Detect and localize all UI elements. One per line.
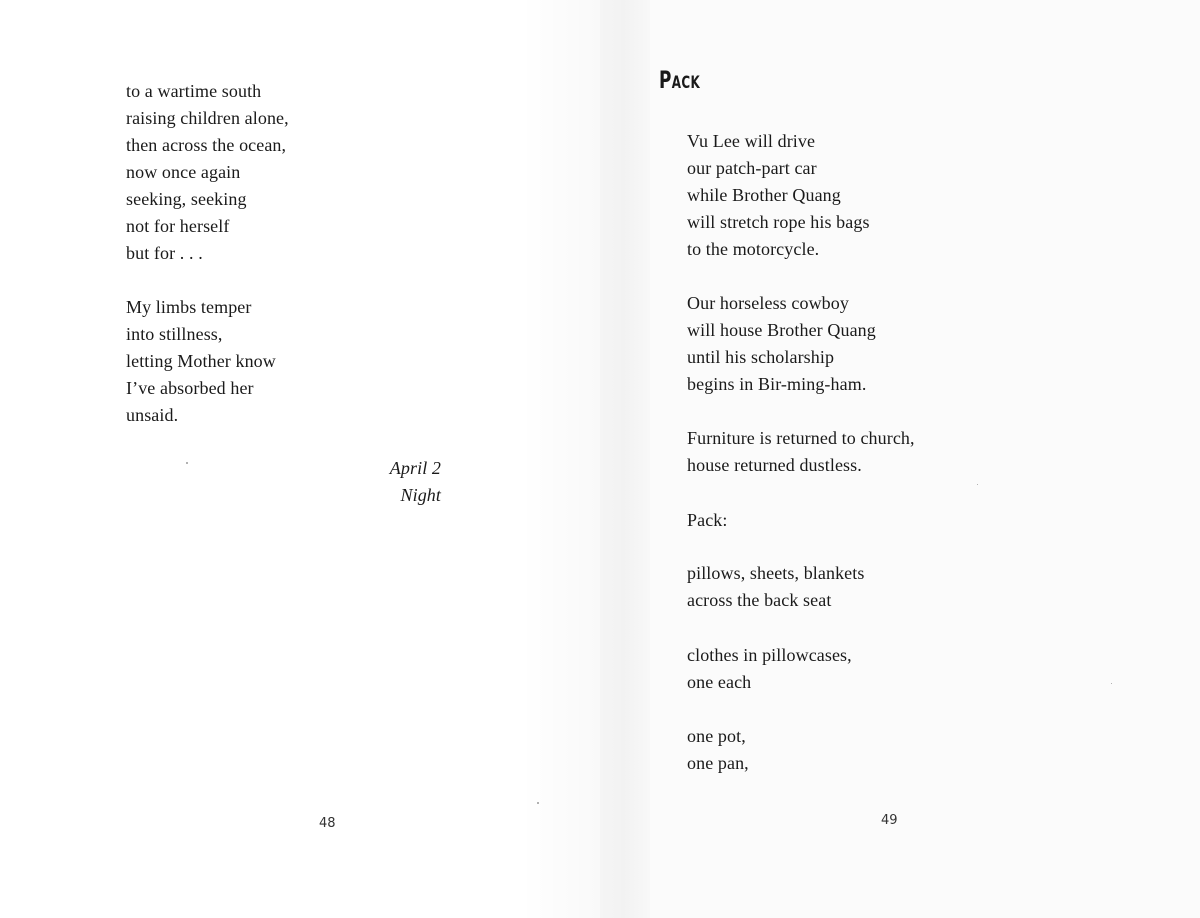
poem-line: will stretch rope his bags [687, 212, 870, 232]
poem-line: I’ve absorbed her [126, 378, 254, 398]
right-stanza-2 [687, 290, 876, 398]
paper-speck [977, 484, 978, 485]
poem-line: begins in Bir-ming-ham. [687, 374, 867, 394]
right-stanza-5 [687, 560, 864, 614]
poem-line: one pot, [687, 726, 746, 746]
poem-title: Pack [659, 66, 701, 94]
poem-line: Furniture is returned to church, [687, 428, 915, 448]
poem-line: clothes in pillowcases, [687, 645, 852, 665]
paper-speck [186, 462, 188, 464]
poem-line: our patch-part car [687, 158, 817, 178]
poem-line: unsaid. [126, 405, 179, 425]
poem-line: then across the ocean, [126, 135, 287, 155]
poem-line: while Brother Quang [687, 185, 841, 205]
poem-line: across the back seat [687, 590, 832, 610]
right-stanza-1 [687, 128, 870, 263]
right-stanza-3 [687, 425, 915, 479]
poem-line: letting Mother know [126, 351, 276, 371]
poem-line: Pack: [687, 510, 728, 530]
poem-line: to the motorcycle. [687, 239, 820, 259]
poem-line: raising children alone, [126, 108, 289, 128]
poem-line: not for herself [126, 216, 230, 236]
dateline-time: Night [400, 485, 441, 505]
left-stanza-2 [126, 294, 276, 429]
page-number-left: 48 [319, 816, 336, 831]
poem-line: into stillness, [126, 324, 223, 344]
book-gutter-shadow [520, 0, 650, 918]
poem-line: but for . . . [126, 243, 203, 263]
poem-line: now once again [126, 162, 241, 182]
poem-line: until his scholarship [687, 347, 835, 367]
poem-line: Our horseless cowboy [687, 293, 849, 313]
poem-dateline [340, 455, 441, 509]
page-number-right: 49 [881, 813, 898, 828]
dateline-date: April 2 [389, 458, 441, 478]
paper-speck [1111, 683, 1112, 684]
poem-line: pillows, sheets, blankets [687, 563, 865, 583]
poem-line: Vu Lee will drive [687, 131, 816, 151]
right-stanza-7 [687, 723, 749, 777]
poem-line: to a wartime south [126, 81, 262, 101]
right-stanza-4 [687, 507, 728, 534]
right-stanza-6 [687, 642, 852, 696]
poem-line: seeking, seeking [126, 189, 247, 209]
poem-line: will house Brother Quang [687, 320, 876, 340]
poem-line: one pan, [687, 753, 749, 773]
poem-line: My limbs temper [126, 297, 252, 317]
left-stanza-1 [126, 78, 289, 267]
poem-line: house returned dustless. [687, 455, 862, 475]
poem-line: one each [687, 672, 752, 692]
